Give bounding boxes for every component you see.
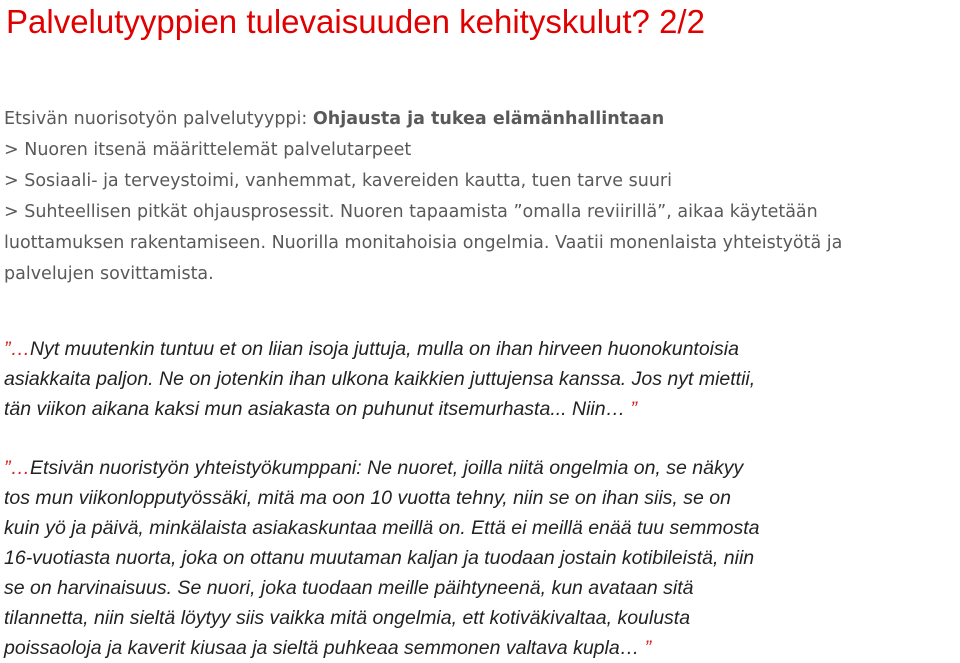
quote-line: 16-vuotiasta nuorta, joka on ottanu muutaman kaljan ja tuodaan jostain kotibileistä, niin: [4, 547, 755, 569]
quote-text: tän viikon aikana kaksi mun asiakasta on puhunut itsemurhasta... Niin…: [4, 398, 626, 420]
intro-section: [4, 104, 954, 290]
intro-label: Etsivän nuorisotyön palvelutyyppi:: [4, 109, 313, 129]
quote-text: Nyt muutenkin tuntuu et on liian isoja juttuja, mulla on ihan hirveen huonokuntoisia: [30, 338, 739, 360]
intro-point-long: luottamuksen rakentamiseen. Nuorilla monitahoisia ongelmia. Vaatii monenlaista yhteistyötä ja: [4, 233, 843, 253]
quote-line: tilannetta, niin sieltä löytyy siis vaikka mitä ongelmia, ett kotiväkivaltaa, koulusta: [4, 607, 691, 629]
quote-1: [4, 334, 956, 424]
quote-line: [4, 453, 956, 483]
intro-point-long: > Suhteellisen pitkät ohjausprosessit. Nuoren tapaamista ”omalla reviirillä”, aikaa käytetään: [4, 202, 818, 222]
intro-heading: [4, 104, 954, 135]
slide-title: Palvelutyyppien tulevaisuuden kehityskulut? 2/2: [6, 3, 705, 40]
intro-point-long: palvelujen sovittamista.: [4, 264, 214, 284]
intro-point: > Sosiaali- ja terveystoimi, vanhemmat, kavereiden kautta, tuen tarve suuri: [4, 171, 672, 191]
quote-line: se on harvinaisuus. Se nuori, joka tuodaan meille päihtyneenä, kun avataan sitä: [4, 577, 694, 599]
quote-line: [4, 633, 956, 663]
quote-close-mark: ”: [644, 637, 652, 659]
quote-open-mark: ”…: [4, 457, 30, 479]
quote-line: [4, 394, 956, 424]
quote-text: Etsivän nuoristyön yhteistyökumppani: Ne nuoret, joilla niitä ongelmia on, se näkyy: [30, 457, 744, 479]
quote-close-mark: ”: [630, 398, 637, 420]
quote-line: tos mun viikonlopputyössäki, mitä ma oon 10 vuotta tehny, niin se on ihan siis, se on: [4, 487, 731, 509]
quote-line: kuin yö ja päivä, minkälaista asiakaskuntaa meillä on. Että ei meillä enää tuu semmosta: [4, 517, 760, 539]
quote-2: [4, 453, 956, 663]
quote-line: asiakkaita paljon. Ne on jotenkin ihan ulkona kaikkien juttujensa kanssa. Jos nyt miettii,: [4, 368, 756, 390]
quote-line: [4, 334, 956, 364]
quote-open-mark: ”…: [4, 338, 30, 360]
quote-text: poissaoloja ja kaverit kiusaa ja sieltä puhkeaa semmonen valtava kupla…: [4, 637, 640, 659]
intro-point: > Nuoren itsenä määrittelemät palvelutarpeet: [4, 140, 412, 160]
intro-label-bold: Ohjausta ja tukea elämänhallintaan: [312, 109, 665, 129]
